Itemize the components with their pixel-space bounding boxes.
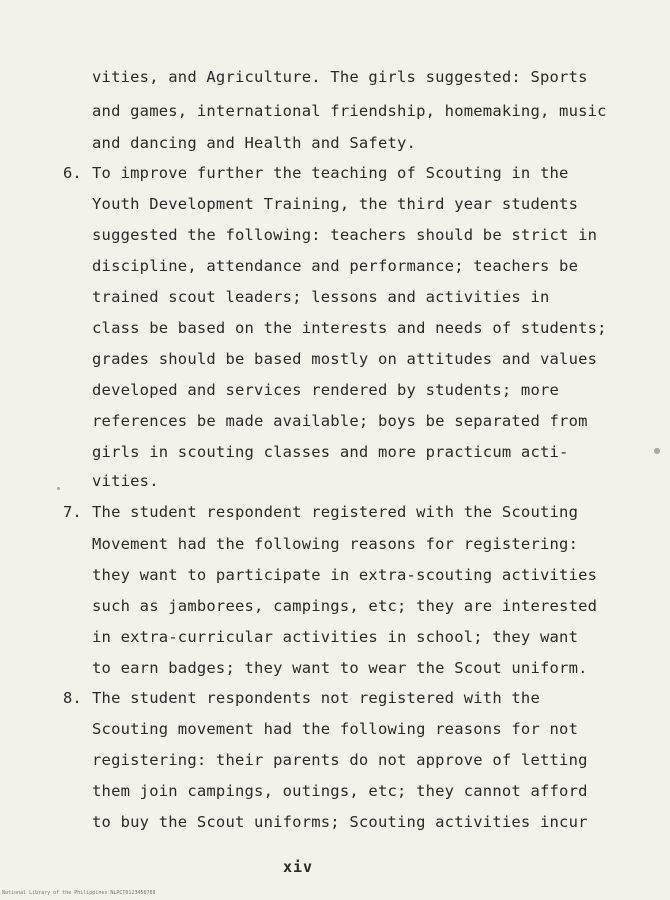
item-6-line: suggested the following: teachers should be strict in — [92, 226, 598, 244]
scan-footer: National Library of the Philippines NLPCT0123456789 — [2, 890, 156, 896]
intro-line: and games, international friendship, homemaking, music — [92, 102, 607, 120]
item-6-line: grades should be based mostly on attitudes and values — [92, 350, 598, 368]
item-6-line: girls in scouting classes and more practicum acti- — [92, 443, 569, 461]
item-6-line: To improve further the teaching of Scouting in the — [92, 164, 569, 182]
item-7-line: in extra-curricular activities in school; they want — [92, 628, 579, 646]
page-number: xiv — [283, 858, 314, 876]
item-6-line: class be based on the interests and needs of students; — [92, 319, 607, 337]
intro-line: vities, and Agriculture. The girls suggested: Sports — [92, 68, 588, 86]
item-6-line: discipline, attendance and performance; teachers be — [92, 257, 579, 275]
item-6-line: references be made available; boys be separated from — [92, 412, 588, 430]
item-6-line: trained scout leaders; lessons and activities in — [92, 288, 550, 306]
item-6-line: vities. — [92, 472, 159, 490]
item-7-line: Movement had the following reasons for registering: — [92, 535, 579, 553]
item-7-line: they want to participate in extra-scouting activities — [92, 566, 598, 584]
item-7-line: such as jamborees, campings, etc; they are interested — [92, 597, 598, 615]
item-6-line: developed and services rendered by students; more — [92, 381, 560, 399]
scan-speck — [57, 487, 60, 490]
item-7-line: to earn badges; they want to wear the Scout uniform. — [92, 659, 588, 677]
item-number-7: 7. — [63, 503, 82, 521]
item-8-line: registering: their parents do not approve of letting — [92, 751, 588, 769]
item-number-8: 8. — [63, 689, 82, 707]
item-8-line: them join campings, outings, etc; they cannot afford — [92, 782, 588, 800]
intro-line: and dancing and Health and Safety. — [92, 134, 417, 152]
item-8-line: to buy the Scout uniforms; Scouting activities incur — [92, 813, 588, 831]
item-7-line: The student respondent registered with the Scouting — [92, 503, 579, 521]
item-number-6: 6. — [63, 164, 82, 182]
item-6-line: Youth Development Training, the third year students — [92, 195, 579, 213]
item-8-line: The student respondents not registered with the — [92, 689, 540, 707]
scan-speck — [654, 448, 660, 454]
item-8-line: Scouting movement had the following reasons for not — [92, 720, 579, 738]
